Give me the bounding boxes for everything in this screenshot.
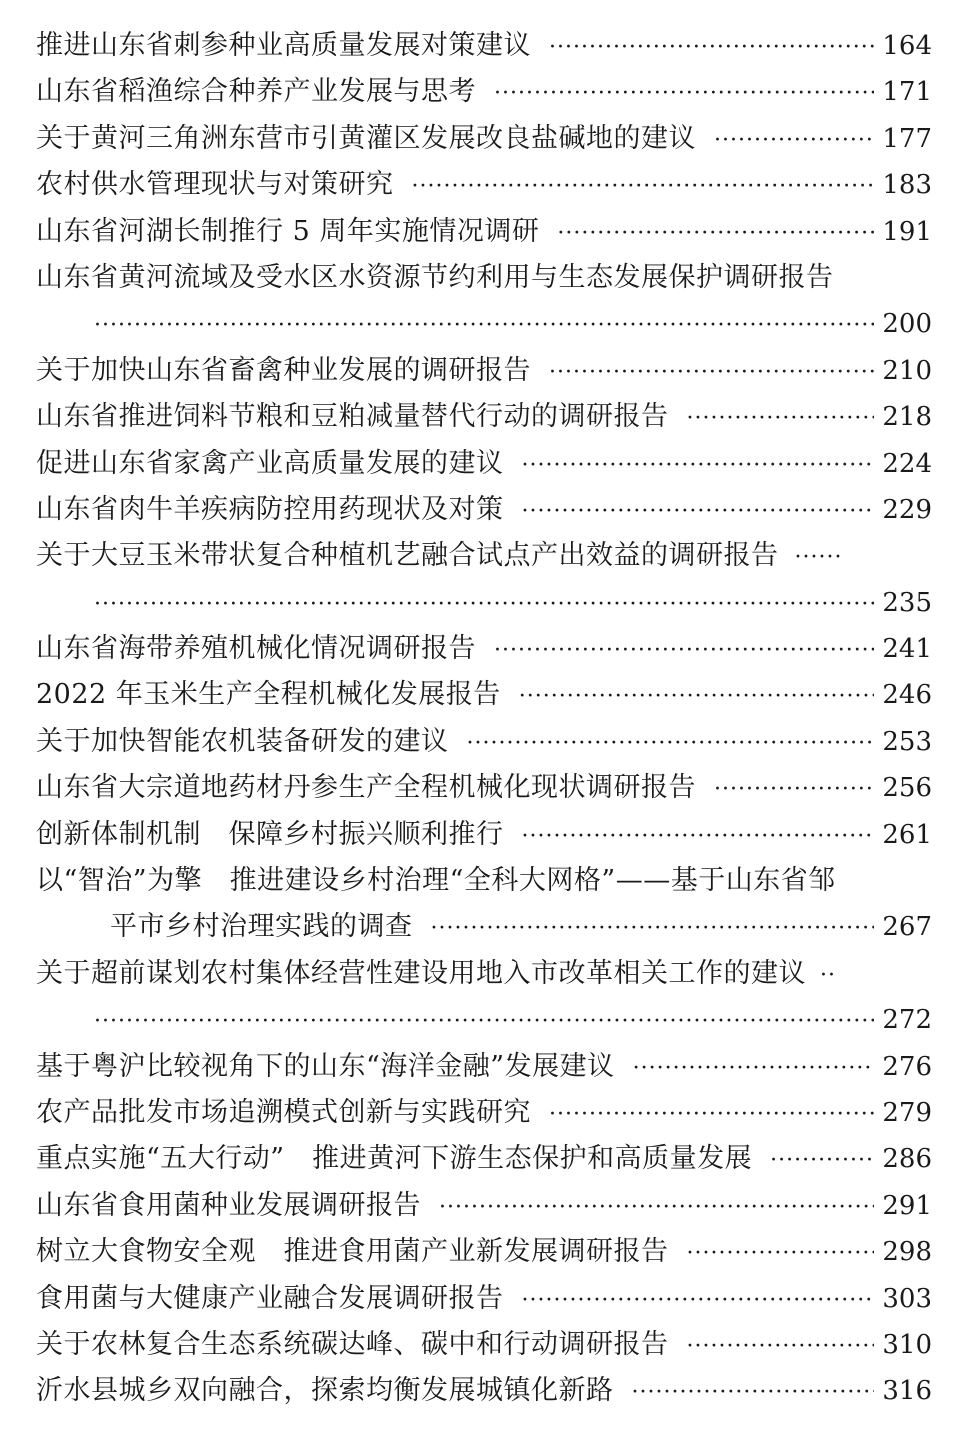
toc-leader-dots xyxy=(494,71,874,117)
toc-leader-dots xyxy=(549,1092,874,1138)
toc-entry[interactable] xyxy=(36,348,932,394)
toc-entry-page: 303 xyxy=(882,1283,932,1314)
toc-entry[interactable] xyxy=(36,209,932,255)
toc-entry-title: 山东省稻渔综合种养产业发展与思考 xyxy=(36,76,476,108)
toc-leader-dots xyxy=(633,1046,875,1092)
toc-entry-title: 沂水县城乡双向融合，探索均衡发展城镇化新路 xyxy=(36,1375,614,1407)
toc-entry[interactable] xyxy=(36,1044,932,1090)
toc-leader-dots xyxy=(770,1138,874,1184)
toc-leader-dots xyxy=(687,1231,875,1277)
toc-entry-page: 279 xyxy=(882,1097,932,1128)
toc-entry[interactable] xyxy=(36,1183,932,1229)
toc-entry-title: 山东省肉牛羊疾病防控用药现状及对策 xyxy=(36,493,504,525)
toc-leader-dots xyxy=(522,489,875,535)
toc-entry-page: 246 xyxy=(882,680,932,711)
toc-entry-continuation[interactable] xyxy=(36,301,932,347)
toc-entry-title: 山东省大宗道地药材丹参生产全程机械化现状调研报告 xyxy=(36,772,696,804)
toc-entry[interactable] xyxy=(36,1368,932,1414)
toc-entry-title-continuation: 平市乡村治理实践的调查 xyxy=(110,911,413,943)
toc-entry-page: 229 xyxy=(882,494,932,525)
toc-entry[interactable] xyxy=(36,533,932,579)
toc-entry[interactable] xyxy=(36,812,932,858)
toc-entry[interactable] xyxy=(36,441,932,487)
toc-leader-dots xyxy=(522,1278,875,1324)
toc-entry-page: 261 xyxy=(882,819,932,850)
toc-entry-title: 山东省河湖长制推行 5 周年实施情况调研 xyxy=(36,215,540,247)
toc-leader-dots xyxy=(632,1370,875,1416)
toc-entry-page: 286 xyxy=(882,1144,932,1175)
toc-entry[interactable] xyxy=(36,765,932,811)
toc-leader-dots xyxy=(557,211,874,257)
toc-entry-title: 关于加快智能农机装备研发的建议 xyxy=(36,725,449,757)
toc-leader-dots xyxy=(494,628,874,674)
toc-entry[interactable] xyxy=(36,69,932,115)
toc-entry-title: 推进山东省刺参种业高质量发展对策建议 xyxy=(36,30,531,61)
toc-entry-page: 171 xyxy=(882,77,932,108)
toc-entry-title: 食用菌与大健康产业融合发展调研报告 xyxy=(36,1282,504,1314)
toc-leader-dots xyxy=(412,164,875,210)
toc-entry-page: 298 xyxy=(882,1237,932,1268)
toc-entry-title: 关于超前谋划农村集体经营性建设用地入市改革相关工作的建议 xyxy=(36,957,806,989)
toc-entry-title: 2022 年玉米生产全程机械化发展报告 xyxy=(36,679,501,711)
toc-entry[interactable] xyxy=(36,672,932,718)
toc-leader-dots xyxy=(714,767,874,813)
toc-entry-title: 关于农林复合生态系统碳达峰、碳中和行动调研报告 xyxy=(36,1328,669,1360)
toc-entry-title: 树立大食物安全观 推进食用菌产业新发展调研报告 xyxy=(36,1236,669,1268)
toc-entry[interactable] xyxy=(36,951,932,997)
toc-entry-title: 山东省推进饲料节粮和豆粕减量替代行动的调研报告 xyxy=(36,401,669,433)
toc-entry-title: 重点实施“五大行动” 推进黄河下游生态保护和高质量发展 xyxy=(36,1143,753,1175)
toc-entry-page: 272 xyxy=(882,1005,932,1036)
toc-entry-page: 210 xyxy=(882,355,932,386)
toc-entry-continuation[interactable] xyxy=(36,904,932,950)
toc-entry[interactable] xyxy=(36,858,932,904)
toc-entry-title: 山东省海带养殖机械化情况调研报告 xyxy=(36,633,476,665)
toc-leader-dots xyxy=(687,396,875,442)
toc-entry[interactable] xyxy=(36,1136,932,1182)
toc-leader-dots xyxy=(549,25,874,71)
toc-entry-page: 218 xyxy=(882,402,932,433)
toc-entry-page: 241 xyxy=(882,634,932,665)
toc-entry-title: 促进山东省家禽产业高质量发展的建议 xyxy=(36,447,504,479)
toc-entry-title: 关于大豆玉米带状复合种植机艺融合试点产出效益的调研报告 xyxy=(36,540,779,572)
toc-entry-title: 山东省食用菌种业发展调研报告 xyxy=(36,1189,421,1221)
toc-entry-page: 256 xyxy=(882,773,932,804)
toc-leader-dots xyxy=(820,953,836,999)
toc-leader-dots xyxy=(519,674,875,720)
toc-leader-dots xyxy=(439,1185,874,1231)
toc-leader-dots xyxy=(94,582,874,628)
toc-entry-page: 276 xyxy=(882,1051,932,1082)
toc-entry-page: 291 xyxy=(882,1190,932,1221)
toc-entry-page: 177 xyxy=(882,123,932,154)
toc-entry-title: 农村供水管理现状与对策研究 xyxy=(36,169,394,201)
toc-leader-dots xyxy=(687,1324,875,1370)
toc-leader-dots xyxy=(467,721,875,767)
toc-entry-title: 以“智治”为擎 推进建设乡村治理“全科大网格”——基于山东省邹 xyxy=(36,865,836,897)
toc-leader-dots xyxy=(549,350,874,396)
toc-entry[interactable] xyxy=(36,626,932,672)
toc-entry[interactable] xyxy=(36,719,932,765)
toc-entry[interactable] xyxy=(36,487,932,533)
toc-entry-title: 关于加快山东省畜禽种业发展的调研报告 xyxy=(36,354,531,386)
toc-entry[interactable] xyxy=(36,1276,932,1322)
toc-entry[interactable] xyxy=(36,162,932,208)
table-of-contents xyxy=(36,23,932,1415)
toc-entry-title: 创新体制机制 保障乡村振兴顺利推行 xyxy=(36,818,504,850)
toc-entry[interactable] xyxy=(36,1229,932,1275)
toc-entry-page: 183 xyxy=(882,170,932,201)
toc-entry-page: 316 xyxy=(882,1376,932,1407)
toc-entry-title: 关于黄河三角洲东营市引黄灌区发展改良盐碱地的建议 xyxy=(36,122,696,154)
toc-entry-title: 山东省黄河流域及受水区水资源节约利用与生态发展保护调研报告 xyxy=(36,261,834,293)
toc-entry[interactable] xyxy=(36,23,932,69)
toc-entry-title: 农产品批发市场追溯模式创新与实践研究 xyxy=(36,1096,531,1128)
toc-entry-page: 164 xyxy=(882,31,932,61)
toc-entry[interactable] xyxy=(36,116,932,162)
toc-entry-page: 200 xyxy=(882,309,932,340)
toc-entry-page: 224 xyxy=(882,448,932,479)
toc-entry-page: 267 xyxy=(882,912,932,943)
toc-entry-continuation[interactable] xyxy=(36,997,932,1043)
toc-entry-continuation[interactable] xyxy=(36,580,932,626)
toc-leader-dots xyxy=(522,814,875,860)
toc-leader-dots xyxy=(94,999,874,1045)
toc-entry[interactable] xyxy=(36,1322,932,1368)
toc-leader-dots xyxy=(795,535,843,581)
toc-entry[interactable] xyxy=(36,1090,932,1136)
toc-entry-title: 基于粤沪比较视角下的山东“海洋金融”发展建议 xyxy=(36,1050,615,1082)
toc-entry-page: 191 xyxy=(882,216,932,247)
toc-entry-page: 310 xyxy=(882,1329,932,1360)
toc-entry[interactable] xyxy=(36,394,932,440)
toc-leader-dots xyxy=(714,118,874,164)
toc-leader-dots xyxy=(431,906,875,952)
toc-entry-page: 235 xyxy=(882,587,932,618)
toc-entry[interactable] xyxy=(36,255,932,301)
toc-entry-page: 253 xyxy=(882,726,932,757)
toc-leader-dots xyxy=(94,303,874,349)
toc-leader-dots xyxy=(522,443,875,489)
